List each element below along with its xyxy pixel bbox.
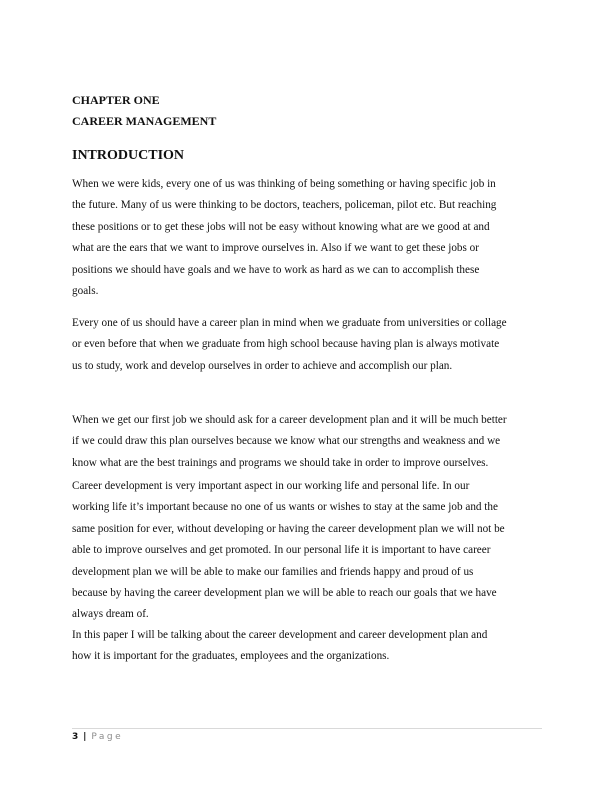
text-line: working life it’s important because no one of us wants or wishes to stay at the same job and the [72,501,498,514]
text-line: how it is important for the graduates, employees and the organizations. [72,650,390,663]
text-line: same position for ever, without developing or having the career development plan we will not be [72,522,505,535]
page-number: 3 [72,732,79,742]
text-line: the future. Many of us were thinking to be doctors, teachers, policeman, pilot etc. But reaching [72,199,497,212]
text-line: When we were kids, every one of us was thinking of being something or having specific job in [72,178,496,190]
text-line: In this paper I will be talking about the career development and career development plan and [72,629,488,641]
paragraph-1 [72,174,542,302]
text-line: development plan we will be able to make our families and friends happy and proud of us [72,565,474,578]
text-line: Career development is very important aspect in our working life and personal life. In our [72,480,470,492]
chapter-label: CHAPTER ONE [72,93,160,107]
text-line: these positions or to get these jobs will not be easy without knowing what are we good at and [72,220,490,233]
text-line: us to study, work and develop ourselves in order to achieve and accomplish our plan. [72,359,453,372]
text-line: because by having the career development plan we will be able to reach our goals that we have [72,587,497,600]
text-line: able to improve ourselves and get promoted. In our personal life it is important to have career [72,544,491,557]
text-line: positions we should have goals and we have to work as hard as we can to accomplish these [72,263,480,276]
text-line: When we get our first job we should ask for a career development plan and it will be much better [72,414,507,426]
page-label: Page [91,732,124,742]
text-line: know what are the best trainings and programs we should take in order to improve ourselves. [72,456,489,469]
chapter-title: CAREER MANAGEMENT [72,114,217,128]
text-line: goals. [72,285,99,298]
page-footer [72,732,123,742]
footer-divider [72,728,542,729]
text-line: what are the ears that we want to improve ourselves in. Also if we want to get these jobs or [72,242,479,255]
text-line: or even before that when we graduate from high school because having plan is always motivate [72,338,500,351]
text-line: Every one of us should have a career plan in mind when we graduate from universities or collage [72,317,507,329]
paragraph-4 [72,476,542,626]
paragraph-5 [72,625,542,668]
footer-separator: | [83,732,87,742]
paragraph-3 [72,410,542,474]
paragraph-2 [72,313,542,377]
text-line: if we could draw this plan ourselves because we know what our strengths and weakness and we [72,435,501,448]
section-title: INTRODUCTION [72,148,185,163]
text-line: always dream of. [72,608,149,621]
